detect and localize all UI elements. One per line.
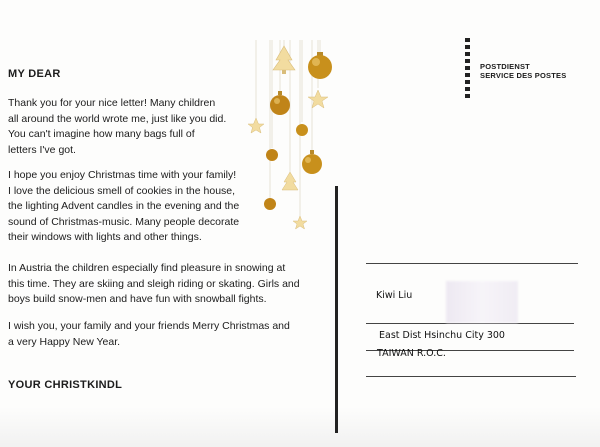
- star-ornament-icon: [293, 216, 307, 229]
- postcard-divider-line: [335, 186, 338, 433]
- stamp-area-marks: [465, 38, 470, 102]
- letter-line: this time. They are skiing and sleigh riding or skating. Girls and: [8, 277, 300, 290]
- letter-line: letters I've got.: [8, 143, 76, 156]
- bauble-icon: [308, 52, 332, 79]
- letter-greeting: MY DEAR: [8, 68, 61, 80]
- letter-signature: YOUR CHRISTKINDL: [8, 379, 123, 391]
- card-edge-shadow: [0, 407, 600, 447]
- bauble-icon: [264, 198, 276, 210]
- letter-line: all around the world wrote me, just like you did.: [8, 112, 227, 125]
- letter-paragraph-3: [8, 261, 308, 308]
- bauble-icon: [302, 150, 322, 174]
- letter-line: a very Happy New Year.: [8, 335, 121, 348]
- christmas-tree-ornament-icon: [273, 46, 295, 74]
- recipient-name: Kiwi Liu: [376, 290, 413, 301]
- letter-line: In Austria the children especially find pleasure in snowing at: [8, 262, 286, 274]
- letter-line: I wish you, your family and your friends Merry Christmas and: [8, 320, 290, 332]
- christmas-ornaments-decoration: [240, 40, 340, 240]
- christmas-tree-ornament-icon: [282, 172, 298, 190]
- bauble-icon: [266, 149, 278, 161]
- bauble-icon: [270, 91, 290, 115]
- letter-line: their windows with lights and other things.: [8, 231, 202, 243]
- postal-service-label: [480, 62, 566, 80]
- letter-paragraph-4: [8, 319, 308, 350]
- letter-line: sound of Christmas-music. Many people decorate: [8, 215, 240, 228]
- address-line: [366, 376, 576, 377]
- letter-line: the lighting Advent candles in the evening and the: [8, 200, 240, 212]
- letter-line: I hope you enjoy Christmas time with your family!: [8, 169, 237, 181]
- address-line: [366, 263, 578, 264]
- address-line: [366, 323, 574, 324]
- postal-label-line-2: SERVICE DES POSTES: [480, 71, 567, 80]
- bauble-icon: [296, 124, 308, 136]
- redacted-address-blur: [446, 281, 518, 323]
- letter-line: Thank you for your nice letter! Many children: [8, 97, 216, 109]
- recipient-country: TAIWAN R.O.C.: [377, 348, 446, 359]
- recipient-city: East Dist Hsinchu City 300: [379, 330, 505, 341]
- star-ornament-icon: [308, 90, 328, 108]
- postal-label-line-1: POSTDIENST: [480, 62, 530, 71]
- letter-line: I love the delicious smell of cookies in the house,: [8, 184, 236, 197]
- star-ornament-icon: [248, 118, 264, 133]
- letter-line: boys build snow-men and have fun with snowball fights.: [8, 293, 267, 305]
- letter-line: You can't imagine how many bags full of: [8, 128, 195, 140]
